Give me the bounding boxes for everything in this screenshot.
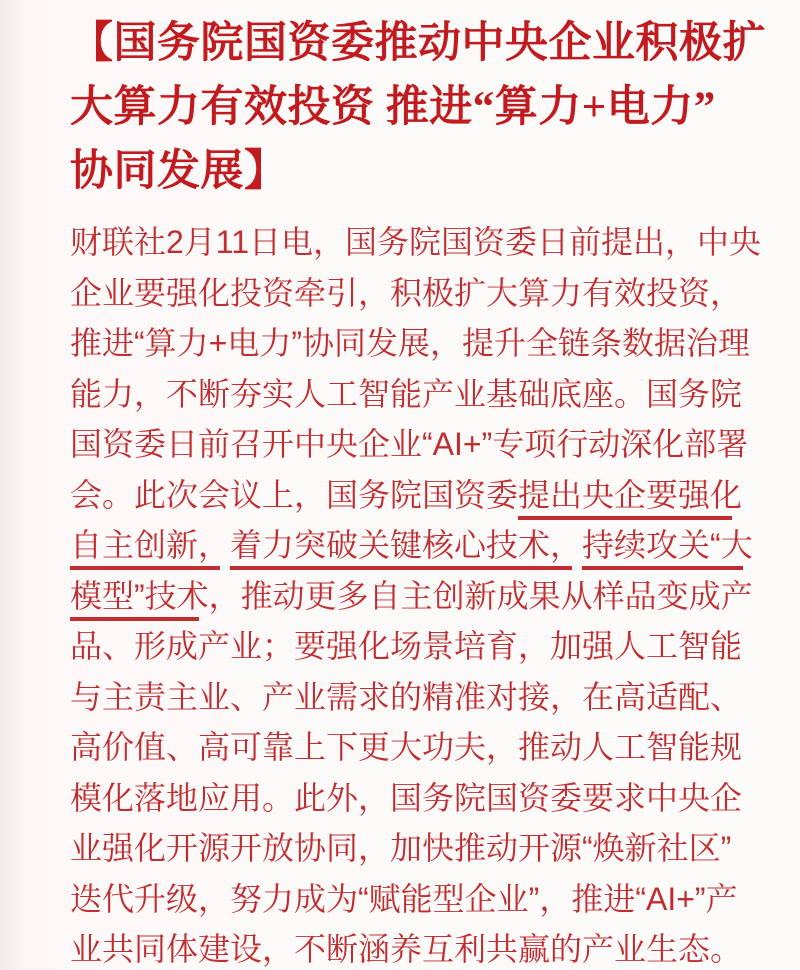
body-text: 财联社2月11日电，国务院国资委日前提出，中央 <box>70 224 762 260</box>
body-text: 国资委日前召开中央企业“AI+”专项行动深化部署 <box>70 426 749 462</box>
body-text: 业强化开源开放协同，加快推动开源“焕新社区” <box>70 830 732 866</box>
body-text: 推进“算力+电力”协同发展，提升全链条数据治理 <box>70 325 751 361</box>
body-line <box>70 470 780 521</box>
body-line <box>70 672 780 723</box>
body-text: 迭代升级，努力成为“赋能型企业”，推进“AI+”产 <box>70 880 738 917</box>
body-text: ，推动更多自主创新成果从样品变成产 <box>208 577 753 614</box>
body-line <box>70 419 780 470</box>
body-text: 品、形成产业；要强化场景培育，加强人工智能 <box>70 628 743 664</box>
article-title <box>70 12 780 204</box>
body-line <box>70 571 780 622</box>
underlined-text: 提出央企要强化 <box>518 477 742 520</box>
underlined-text: 着力突破关键核心技术， <box>230 527 582 570</box>
body-text: 会。此次会议上，国务院国资委 <box>70 476 519 513</box>
body-line <box>70 924 780 970</box>
body-line <box>70 369 780 420</box>
underlined-text: 持续攻关“大 <box>582 527 753 570</box>
body-line <box>70 722 780 773</box>
title-line: 【国务院国资委推动中央企业积极扩 <box>70 20 766 67</box>
body-text: 模化落地应用。此外，国务院国资委要求中央企 <box>70 779 743 816</box>
underlined-text: 模型”技术 <box>70 578 209 621</box>
body-text: 业共同体建设，不断涵养互利共赢的产业生态。 <box>70 931 743 967</box>
body-text: 高价值、高可靠上下更大功夫，推动人工智能规 <box>70 729 743 765</box>
body-text: 与主责主业、产业需求的精准对接，在高适配、 <box>70 678 743 715</box>
body-line <box>70 823 780 874</box>
body-line <box>70 318 780 369</box>
body-line <box>70 874 780 925</box>
title-line: 协同发展】 <box>70 148 288 195</box>
body-line <box>70 773 780 824</box>
underlined-text: 自主创新， <box>70 527 230 570</box>
body-line <box>70 268 780 319</box>
body-line <box>70 621 780 672</box>
title-line: 大算力有效投资 推进“算力+电力” <box>70 84 716 131</box>
body-text: 企业要强化投资牵引，积极扩大算力有效投资， <box>70 274 743 311</box>
body-line <box>70 217 780 268</box>
body-line <box>70 520 780 571</box>
body-text: 能力，不断夯实人工智能产业基础底座。国务院 <box>70 375 743 412</box>
article-body <box>70 217 780 970</box>
